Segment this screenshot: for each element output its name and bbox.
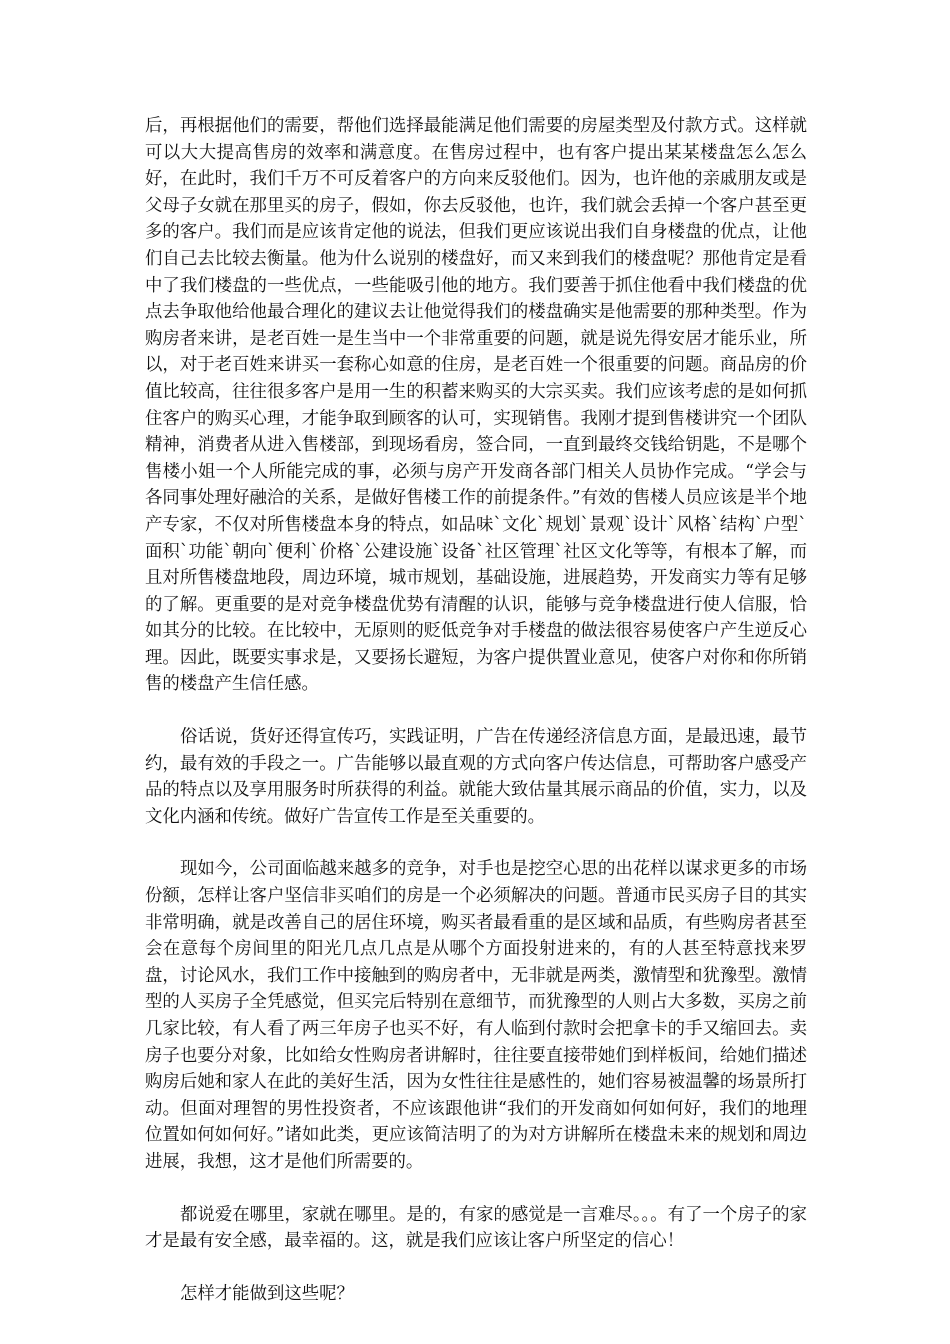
paragraph-5: 怎样才能做到这些呢？ — [180, 1283, 354, 1304]
paragraph-1: 后，再根据他们的需要，帮他们选择最能满足他们需要的房屋类型及付款方式。这样就可以大大提高售房的效率和满意度。在售房过程中，也有客户提出某某楼盘怎么怎么好，在此时，我们千万不可反着客户的方向来反驳他们。因为，也许他的亲戚朋友或是父母子女就在那里买的房子，假如，你去反驳他，也许，我们就会丢掉一个客户甚至更多的客户。我们而是应该肯定他的说法，但我们更应该说出我们自身楼盘的优点，让他们自己去比较去衡量。他为什么说别的楼盘好，而又来到我们的楼盘呢？那他肯定是看中了我们楼盘的一些优点，一些能吸引他的地方。我们要善于抓住他看中我们楼盘的优点去争取他给他最合理化的建议去让他觉得我们的楼盘确实是他需要的那种类型。作为购房者来讲，是老百姓一是生当中一个非常重要的问题，就是说先得安居才能乐业，所以，对于老百姓来讲买一套称心如意的住房，是老百姓一个很重要的问题。商品房的价值比较高，往往很多客户是用一生的积蓄来购买的大宗买卖。我们应该考虑的是如何抓住客户的购买心理，才能争取到顾客的认可，实现销售。我刚才提到售楼讲究一个团队精神，消费者从进入售楼部，到现场看房，签合同，一直到最终交钱给钥匙，不是哪个售楼小姐一个人所能完成的事，必须与房产开发商各部门相关人员协作完成。“学会与各同事处理好融洽的关系，是做好售楼工作的前提条件。”有效的售楼人员应该是半个地产专家，不仅对所售楼盘本身的特点，如品味`文化`规划`景观`设计`风格`结构`户型`面积`功能`朝向`便利`价格`公建设施`设备`社区管理`社区文化等等，有根本了解，而且对所售楼盘地段，周边环境，城市规划，基础设施，进展趋势，开发商实力等有足够的了解。更重要的是对竞争楼盘优势有清醒的认识，能够与竞争楼盘进行使人信服，恰如其分的比较。在比较中，无原则的贬低竞争对手楼盘的做法很容易使客户产生逆反心理。因此，既要实事求是，又要扬长避短，为客户提供置业意见，使客户对你和你所销售的楼盘产生信任感。 — [145, 116, 807, 695]
paragraph-4: 都说爱在哪里，家就在哪里。是的，有家的感觉是一言难尽。。。有了一个房子的家才是最有安全感，最幸福的。这，就是我们应该让客户所坚定的信心！ — [145, 1204, 807, 1252]
document-body — [145, 113, 807, 1307]
paragraph-2: 俗话说，货好还得宣传巧，实践证明，广告在传递经济信息方面，是最迅速，最节约，最有效的手段之一。广告能够以最直观的方式向客户传达信息，可帮助客户感受产品的特点以及享用服务时所获得的利益。就能大致估量其展示商品的价值，实力，以及文化内涵和传统。做好广告宣传工作是至关重要的。 — [145, 727, 807, 827]
paragraph-3: 现如今，公司面临越来越多的竞争，对手也是挖空心思的出花样以谋求更多的市场份额，怎样让客户坚信非买咱们的房是一个必须解决的问题。普通市民买房子目的其实非常明确，就是改善自己的居住环境，购买者最看重的是区域和品质，有些购房者甚至会在意每个房间里的阳光几点几点是从哪个方面投射进来的，有的人甚至特意找来罗盘，讨论风水，我们工作中接触到的购房者中，无非就是两类，激情型和犹豫型。激情型的人买房子全凭感觉，但买完后特别在意细节，而犹豫型的人则占大多数，买房之前几家比较，有人看了两三年房子也买不好，有人临到付款时会把拿卡的手又缩回去。卖房子也要分对象，比如给女性购房者讲解时，往往要直接带她们到样板间，给她们描述购房后她和家人在此的美好生活，因为女性往往是感性的，她们容易被温馨的场景所打动。但面对理智的男性投资者，不应该跟他讲“我们的开发商如何如何好，我们的地理位置如何如何好。”诸如此类，更应该简洁明了的为对方讲解所在楼盘未来的规划和周边进展，我想，这才是他们所需要的。 — [145, 859, 807, 1172]
